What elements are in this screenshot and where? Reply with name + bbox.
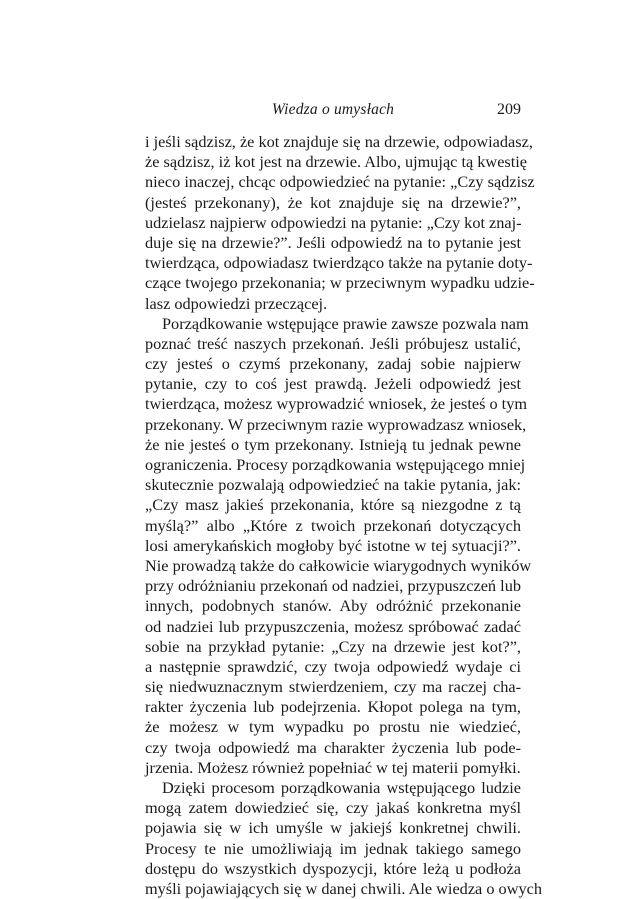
text-line: czy jesteś o czymś przekonany, zadaj sobie najpierw: [145, 354, 521, 374]
text-line: że sądzisz, iż kot jest na drzewie. Albo, ujmując tą kwestię: [145, 152, 528, 172]
text-line: twierdząca, odpowiadasz twierdząco także na pytanie doty-: [145, 253, 533, 273]
text-line: lasz odpowiedzi przeczącej.: [145, 293, 328, 313]
text-line: że możesz w tym wypadku po prostu nie wiedzieć,: [145, 717, 521, 737]
text-line: a następnie sprawdzić, czy twoja odpowiedź wydaje ci: [145, 656, 521, 676]
text-line: się niedwuznacznym stwierdzeniem, czy ma raczej cha-: [145, 677, 521, 697]
text-line: (jesteś przekonany), że kot znajduje się na drzewie?”,: [145, 192, 521, 212]
body-text: [145, 132, 542, 899]
text-line: Dzięki procesom porządkowania wstępującego ludzie: [162, 778, 521, 797]
text-line: przy odróżnianiu przekonań od nadziei, przypuszczeń lub: [145, 576, 521, 596]
text-line: pojawia się w ich umyśle w jakiejś konkretnej chwili.: [145, 818, 521, 838]
text-line: udzielasz najpierw odpowiedzi na pytanie: „Czy kot znaj-: [145, 212, 522, 232]
text-line: duje się na drzewie?”. Jeśli odpowiedź na to pytanie jest: [145, 232, 521, 252]
text-line: ograniczenia. Procesy porządkowania wstępującego mniej: [145, 455, 526, 474]
text-line: poznać treść naszych przekonań. Jeśli próbujesz ustalić,: [145, 333, 521, 353]
text-line: myślą?” albo „Które z twoich przekonań dotyczących: [145, 515, 521, 535]
text-line: dostępu do wszystkich dyspozycji, które leżą u podłoża: [145, 858, 521, 878]
text-line: „Czy masz jakieś przekonania, które są niezgodne z tą: [145, 495, 521, 515]
text-line: nieco inaczej, chcąc odpowiedzieć na pytanie: „Czy sądzisz: [145, 172, 535, 192]
text-line: Nie prowadzą także do całkowicie wiarygodnych wyników: [145, 555, 532, 575]
text-line: skutecznie pozwalają odpowiedzieć na takie pytania, jak:: [145, 475, 521, 495]
text-line: przekonany. W przeciwnym razie wyprowadzasz wniosek,: [145, 414, 527, 434]
text-line: i jeśli sądzisz, że kot znajduje się na drzewie, odpowiadasz,: [145, 132, 533, 151]
running-title: Wiedza o umysłach: [271, 101, 395, 118]
text-line: że nie jesteś o tym przekonany. Istnieją tu jednak pewne: [145, 434, 521, 454]
text-line: innych, podobnych stanów. Aby odróżnić przekonanie: [145, 596, 521, 616]
text-line: rakter życzenia lub podejrzenia. Kłopot polega na tym,: [145, 697, 521, 717]
text-line: czy twoja odpowiedź ma charakter życzenia lub pode-: [145, 737, 521, 757]
text-line: losi amerykańskich mogłoby być istotne w tej sytuacji?”.: [145, 535, 521, 555]
text-line: mogą zatem dowiedzieć się, czy jakaś konkretna myśl: [145, 798, 521, 818]
running-head: [145, 101, 521, 123]
text-line: pytanie, czy to coś jest prawdą. Jeżeli odpowiedź jest: [145, 374, 521, 394]
page-number: 209: [497, 101, 521, 118]
text-line: Procesy te nie umożliwiają im jednak takiego samego: [145, 838, 521, 858]
text-line: twierdząca, możesz wyprowadzić wniosek, że jesteś o tym: [145, 394, 528, 414]
text-line: sobie na przykład pytanie: „Czy na drzewie jest kot?”,: [145, 636, 521, 656]
text-line: Porządkowanie wstępujące prawie zawsze pozwala nam: [162, 313, 529, 333]
text-line: czące twojego przekonania; w przeciwnym wypadku udzie-: [145, 273, 535, 293]
text-line: od nadziei lub przypuszczenia, możesz spróbować zadać: [145, 616, 521, 636]
text-line: jrzenia. Możesz również popełniać w tej materii pomyłki.: [145, 757, 521, 777]
text-line: myśli pojawiających się w danej chwili. Ale wiedza o owych: [145, 878, 542, 898]
